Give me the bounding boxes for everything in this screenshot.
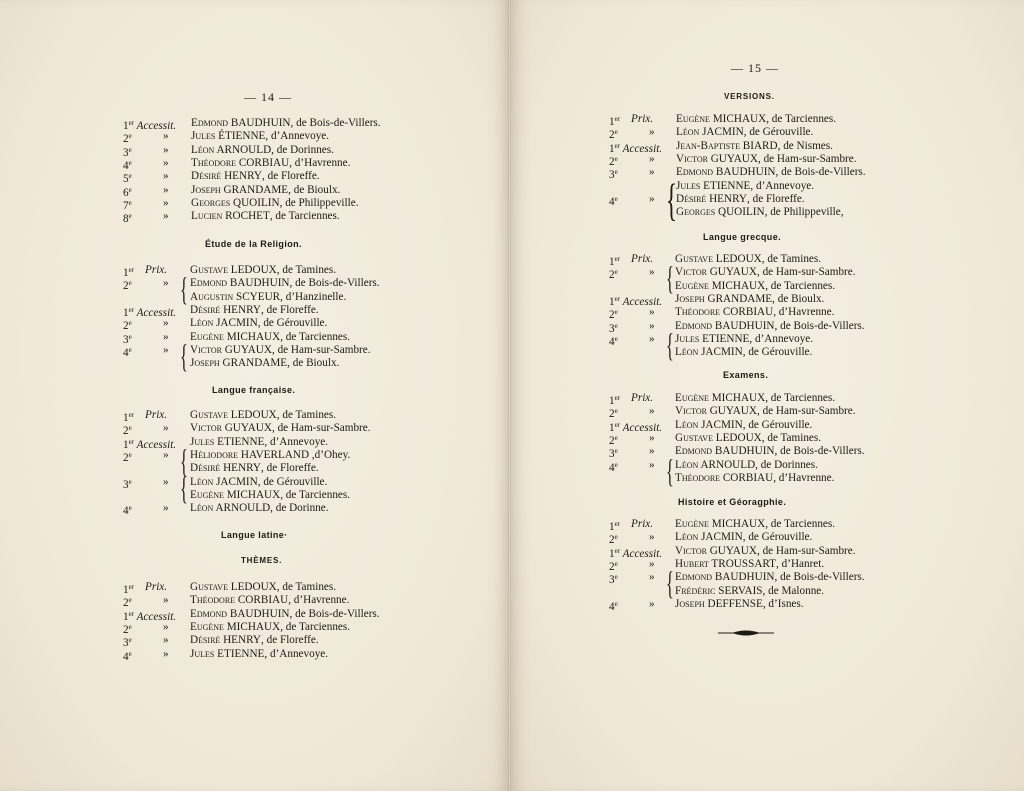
- student-name: Eugène MICHAUX, de Tarciennes.: [675, 279, 836, 292]
- student-name: Léon JACMIN, de Gérouville.: [190, 317, 328, 330]
- rank-label: 4e »: [609, 192, 655, 208]
- student-name: Jules ETIENNE, d’Annevoye.: [675, 332, 814, 345]
- rank-label: 4e »: [123, 502, 169, 518]
- rank-label: 2e »: [609, 405, 655, 421]
- rank-label: 1er Prix.: [609, 518, 654, 533]
- rank-label: 2e »: [123, 594, 169, 610]
- rank-label: 2e »: [123, 317, 169, 333]
- student-name: Edmond BAUDHUIN, de Bois-de-Villers.: [190, 607, 380, 620]
- student-name: Lucien ROCHET, de Tarciennes.: [191, 210, 340, 223]
- rank-label: 3e »: [609, 445, 655, 461]
- student-name: Léon ARNOULD, de Dorinnes.: [191, 143, 334, 156]
- student-name: Léon JACMIN, de Gérouville.: [190, 475, 328, 488]
- rank-label: 1er Accessit.: [609, 141, 663, 155]
- student-name: Héliodore HAVERLAND ,d’Ohey.: [190, 448, 351, 461]
- student-name: Edmond BAUDHUIN, de Bois-de-Villers.: [675, 445, 865, 458]
- student-name: Eugène MICHAUX, de Tarciennes.: [675, 392, 836, 404]
- student-name: Frédéric SERVAIS, de Malonne.: [675, 584, 825, 597]
- student-name: Edmond BAUDHUIN, de Bois-de-Villers.: [676, 166, 866, 179]
- rank-label: 2e »: [609, 431, 655, 447]
- grouping-brace: {: [666, 453, 674, 490]
- rank-label: 3e »: [609, 166, 655, 182]
- student-name: Jules ETIENNE, d’Annevoye.: [190, 435, 329, 448]
- student-name: Victor GUYAUX, de Ham-sur-Sambre.: [675, 266, 856, 279]
- heading-latine: Langue latine·: [221, 530, 288, 540]
- student-name: Georges QUOILIN, de Philippeville,: [676, 206, 844, 219]
- grouping-brace: {: [666, 261, 674, 298]
- student-name: Désiré HENRY, de Floreffe.: [190, 634, 319, 647]
- student-name: Léon JACMIN, de Gérouville.: [675, 346, 813, 359]
- rank-label: 1er Prix.: [609, 392, 654, 407]
- student-name: Edmond BAUDHUIN, de Bois-de-Villers.: [675, 319, 865, 332]
- student-name: Gustave LEDOUX, de Tamines.: [190, 264, 337, 276]
- student-name: Joseph DEFFENSE, d’Isnes.: [675, 597, 804, 610]
- student-name: Léon JACMIN, de Gérouville.: [675, 531, 813, 544]
- student-name: Augustin SCYEUR, d’Hanzinelle.: [190, 290, 347, 303]
- student-name: Eugène MICHAUX, de Tarciennes.: [190, 330, 351, 343]
- student-name: Eugène MICHAUX, de Tarciennes.: [676, 113, 837, 125]
- rank-label: 1er Accessit.: [123, 305, 177, 319]
- student-name: Désiré HENRY, de Floreffe.: [190, 462, 319, 475]
- heading-examens: Examens.: [723, 370, 769, 380]
- student-name: Désiré HENRY, de Floreffe.: [676, 192, 805, 205]
- heading-francaise: Langue française.: [212, 385, 296, 395]
- rank-label: 8e »: [123, 210, 169, 226]
- student-name: Gustave LEDOUX, de Tamines.: [190, 409, 337, 421]
- student-name: Gustave LEDOUX, de Tamines.: [675, 431, 822, 444]
- student-name: Jules ÉTIENNE, d’Annevoye.: [191, 130, 330, 143]
- rank-label: 1er Accessit.: [609, 420, 663, 434]
- rank-label: 2e »: [609, 557, 655, 573]
- student-name: Léon JACMIN, de Gérouville.: [676, 126, 814, 139]
- heading-grecque: Langue grecque.: [703, 232, 782, 242]
- student-name: Théodore CORBIAU, d’Havrenne.: [675, 306, 835, 319]
- student-name: Hubert TROUSSART, d’Hanret.: [675, 557, 825, 570]
- rank-label: 1er Accessit.: [123, 609, 177, 623]
- end-ornament: [718, 628, 774, 638]
- rank-label: 2e »: [123, 130, 169, 146]
- rank-label: 3e »: [123, 634, 169, 650]
- rank-label: 1er Prix.: [123, 409, 168, 424]
- student-name: Joseph GRANDAME, de Bioulx.: [191, 183, 341, 196]
- student-name: Désiré HENRY, de Floreffe.: [191, 170, 320, 183]
- student-name: Victor GUYAUX, de Ham-sur-Sambre.: [675, 405, 856, 418]
- student-name: Gustave LEDOUX, de Tamines.: [675, 253, 822, 265]
- student-name: Théodore CORBIAU, d’Havrenne.: [675, 471, 835, 484]
- student-name: Jean-Baptiste BIARD, de Nismes.: [676, 139, 833, 152]
- page-number-left: — 14 —: [244, 90, 292, 104]
- student-name: Eugène MICHAUX, de Tarciennes.: [190, 488, 351, 501]
- rank-label: 2e »: [609, 266, 655, 282]
- student-name: Eugène MICHAUX, de Tarciennes.: [190, 620, 351, 633]
- rank-label: 1er Accessit.: [123, 119, 177, 132]
- student-name: Edmond BAUDHUIN, de Bois-de-Villers.: [675, 571, 865, 584]
- heading-histoire: Histoire et Géoragphie.: [678, 497, 787, 507]
- student-name: Edmond BAUDHUIN, de Bois-de-Villers.: [191, 117, 381, 129]
- rank-label: 2e »: [609, 306, 655, 322]
- rank-label: 3e »: [123, 143, 169, 159]
- rank-label: 3e »: [123, 330, 169, 346]
- student-name: Jules ETIENNE, d’Annevoye.: [190, 647, 329, 660]
- heading-religion: Étude de la Religion.: [205, 239, 302, 249]
- rank-label: 1er Accessit.: [609, 546, 663, 560]
- student-name: Léon ARNOULD, de Dorinnes.: [675, 458, 818, 471]
- rank-label: 1er Prix.: [609, 253, 654, 268]
- rank-label: 5e »: [123, 170, 169, 186]
- student-name: Edmond BAUDHUIN, de Bois-de-Villers.: [190, 277, 380, 290]
- grouping-brace: {: [666, 327, 674, 364]
- rank-label: 2e »: [609, 531, 655, 547]
- heading-versions: VERSIONS.: [724, 92, 775, 101]
- rank-label: 4e »: [123, 156, 169, 172]
- rank-label: 1er Prix.: [609, 113, 654, 128]
- rank-label: 6e »: [123, 183, 169, 199]
- student-name: Victor GUYAUX, de Ham-sur-Sambre.: [190, 422, 371, 435]
- student-name: Léon JACMIN, de Gérouville.: [675, 418, 813, 431]
- rank-label: 3e »: [123, 475, 169, 491]
- grouping-brace: {: [666, 566, 674, 603]
- student-name: Georges QUOILIN, de Philippeville.: [191, 196, 359, 209]
- rank-label: 1er Prix.: [123, 264, 168, 279]
- student-name: Théodore CORBIAU, d’Havrenne.: [190, 594, 350, 607]
- grouping-brace: {: [666, 173, 678, 225]
- rank-label: 4e »: [609, 597, 655, 613]
- student-name: Jules ETIENNE, d’Annevoye.: [676, 179, 815, 192]
- rank-label: 4e »: [123, 343, 169, 359]
- student-name: Théodore CORBIAU, d’Havrenne.: [191, 156, 351, 169]
- rank-label: 3e »: [609, 319, 655, 335]
- rank-label: 7e »: [123, 196, 169, 212]
- student-name: Joseph GRANDAME, de Bioulx.: [675, 292, 825, 305]
- rank-label: 4e »: [123, 647, 169, 663]
- student-name: Victor GUYAUX, de Ham-sur-Sambre.: [190, 343, 371, 356]
- rank-label: 2e »: [609, 126, 655, 142]
- student-name: Désiré HENRY, de Floreffe.: [190, 303, 319, 316]
- student-name: Léon ARNOULD, de Dorinne.: [190, 502, 329, 515]
- student-name: Joseph GRANDAME, de Bioulx.: [190, 357, 340, 370]
- grouping-brace: {: [180, 443, 188, 480]
- rank-label: 3e »: [609, 571, 655, 587]
- rank-label: 2e »: [123, 448, 169, 464]
- page-fold: [508, 0, 511, 791]
- rank-label: 2e »: [609, 152, 655, 168]
- rank-label: 1er Accessit.: [609, 294, 663, 308]
- student-name: Eugène MICHAUX, de Tarciennes.: [675, 518, 836, 530]
- rank-label: 2e »: [123, 620, 169, 636]
- rank-label: 2e »: [123, 422, 169, 438]
- page-number-right: — 15 —: [731, 61, 779, 75]
- rank-label: 2e »: [123, 277, 169, 293]
- grouping-brace: {: [180, 338, 188, 375]
- rank-label: 4e »: [609, 458, 655, 474]
- subheading-themes: THÈMES.: [241, 556, 283, 565]
- student-name: Gustave LEDOUX, de Tamines.: [190, 581, 337, 593]
- grouping-brace: {: [180, 272, 188, 309]
- rank-label: 4e »: [609, 332, 655, 348]
- student-name: Victor GUYAUX, de Ham-sur-Sambre.: [675, 544, 856, 557]
- grouping-brace: {: [180, 470, 188, 507]
- rank-label: 1er Accessit.: [123, 437, 177, 451]
- student-name: Victor GUYAUX, de Ham-sur-Sambre.: [676, 152, 857, 165]
- rank-label: 1er Prix.: [123, 581, 168, 596]
